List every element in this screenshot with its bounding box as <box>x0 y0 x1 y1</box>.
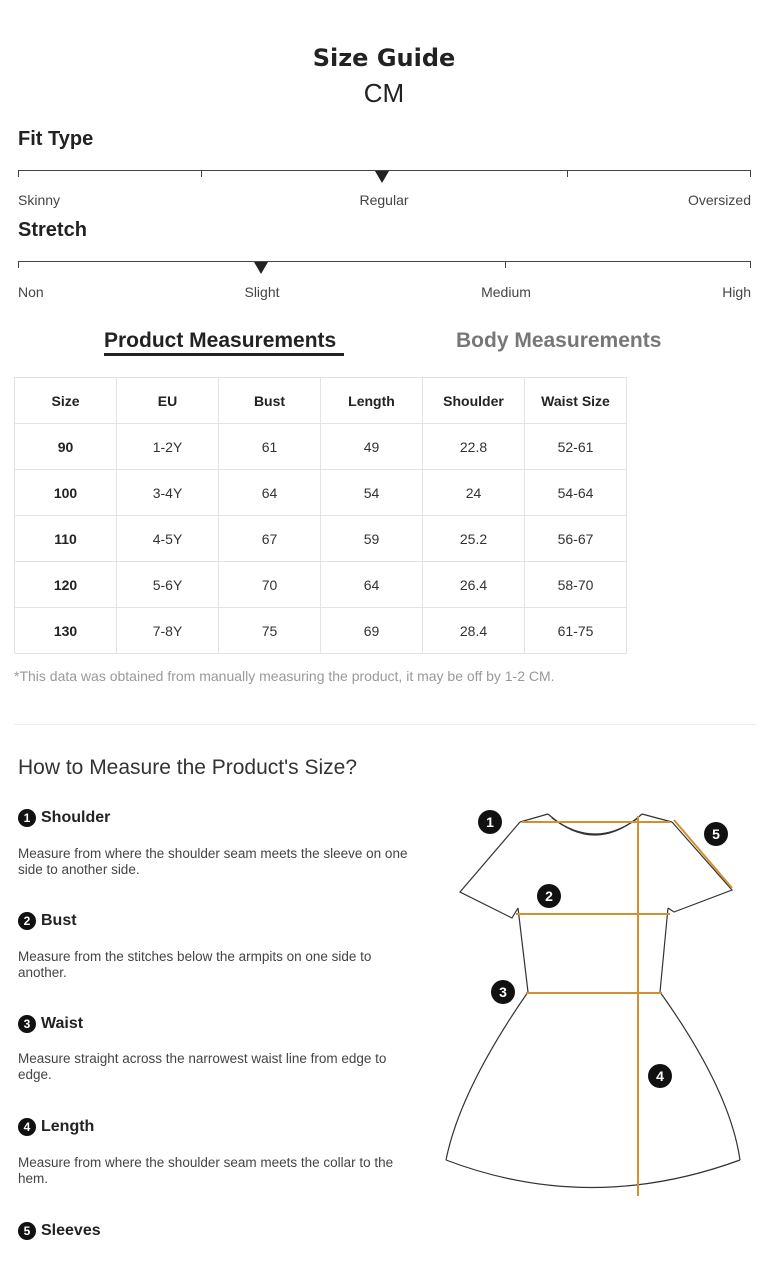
measurement-note: *This data was obtained from manually measuring the product, it may be off by 1-2 CM. <box>14 668 555 684</box>
tab-product-measurements[interactable]: Product Measurements <box>104 329 337 352</box>
table-cell: 26.4 <box>423 562 525 608</box>
marker-label: 4 <box>656 1068 664 1084</box>
table-cell: 49 <box>321 424 423 470</box>
table-cell: 52-61 <box>525 424 627 470</box>
table-cell: 130 <box>15 608 117 654</box>
number-badge-icon: 1 <box>18 809 36 827</box>
marker-label: 1 <box>486 814 494 830</box>
table-cell: 90 <box>15 424 117 470</box>
number-badge-icon: 2 <box>18 912 36 930</box>
step-description: Measure from the stitches below the armpits on one side to another. <box>18 949 372 980</box>
number-badge-icon: 4 <box>18 1118 36 1136</box>
stretch-pointer-icon <box>254 262 268 274</box>
size-table <box>14 377 627 654</box>
stretch-level-high: High <box>722 284 751 300</box>
table-cell: 3-4Y <box>117 470 219 516</box>
step-description: Measure from where the shoulder seam meets the collar to the hem. <box>18 1155 394 1186</box>
table-cell: 7-8Y <box>117 608 219 654</box>
table-cell: 54 <box>321 470 423 516</box>
table-cell: 100 <box>15 470 117 516</box>
step-sleeves <box>18 1222 101 1240</box>
column-header: Length <box>321 378 423 424</box>
table-cell: 75 <box>219 608 321 654</box>
column-header: Shoulder <box>423 378 525 424</box>
step-title: Waist <box>41 1015 84 1032</box>
dress-measurement-diagram <box>440 800 750 1210</box>
table-cell: 67 <box>219 516 321 562</box>
table-row <box>15 608 627 654</box>
stretch-level-non: Non <box>18 284 44 300</box>
step-bust <box>18 912 77 930</box>
step-description: Measure straight across the narrowest waist line from edge to edge. <box>18 1051 387 1082</box>
measure-lines <box>516 816 732 1196</box>
marker-label: 3 <box>499 984 507 1000</box>
table-row <box>15 562 627 608</box>
table-cell: 70 <box>219 562 321 608</box>
number-badge-icon: 5 <box>18 1222 36 1240</box>
stretch-label: Stretch <box>18 219 87 241</box>
step-waist <box>18 1015 83 1033</box>
fit-type-label: Fit Type <box>18 128 94 150</box>
column-header: EU <box>117 378 219 424</box>
how-to-measure-title: How to Measure the Product's Size? <box>18 756 358 779</box>
table-cell: 1-2Y <box>117 424 219 470</box>
table-cell: 64 <box>219 470 321 516</box>
column-header: Waist Size <box>525 378 627 424</box>
marker-3 <box>491 980 515 1004</box>
column-header: Size <box>15 378 117 424</box>
table-cell: 28.4 <box>423 608 525 654</box>
section-divider <box>14 724 756 725</box>
marker-label: 5 <box>712 826 720 842</box>
table-cell: 25.2 <box>423 516 525 562</box>
fit-level-oversized: Oversized <box>687 192 751 208</box>
table-cell: 69 <box>321 608 423 654</box>
table-cell: 59 <box>321 516 423 562</box>
table-cell: 4-5Y <box>117 516 219 562</box>
table-cell: 56-67 <box>525 516 627 562</box>
table-cell: 58-70 <box>525 562 627 608</box>
table-cell: 61-75 <box>525 608 627 654</box>
page-title: Size Guide <box>312 44 456 72</box>
marker-4 <box>648 1064 672 1088</box>
table-cell: 22.8 <box>423 424 525 470</box>
fit-type-pointer-icon <box>375 171 389 183</box>
step-description: Measure from where the shoulder seam meets the sleeve on one side to another side. <box>18 846 408 877</box>
step-title: Shoulder <box>41 809 111 826</box>
unit-label: CM <box>363 78 405 108</box>
table-row <box>15 516 627 562</box>
table-row <box>15 424 627 470</box>
stretch-level-slight: Slight <box>244 284 280 300</box>
table-cell: 64 <box>321 562 423 608</box>
tab-body-measurements[interactable]: Body Measurements <box>456 329 662 352</box>
table-cell: 54-64 <box>525 470 627 516</box>
step-length <box>18 1118 94 1136</box>
fit-level-regular: Regular <box>359 192 409 208</box>
marker-2 <box>537 884 561 908</box>
step-shoulder <box>18 809 110 827</box>
active-tab-underline <box>104 353 344 356</box>
table-cell: 110 <box>15 516 117 562</box>
column-header: Bust <box>219 378 321 424</box>
step-title: Sleeves <box>41 1222 101 1239</box>
dress-outline <box>446 814 740 1188</box>
table-cell: 61 <box>219 424 321 470</box>
number-badge-icon: 3 <box>18 1015 36 1033</box>
table-header-row <box>15 378 627 424</box>
marker-5 <box>704 822 728 846</box>
table-cell: 5-6Y <box>117 562 219 608</box>
table-cell: 24 <box>423 470 525 516</box>
stretch-level-medium: Medium <box>481 284 531 300</box>
step-title: Bust <box>41 912 77 929</box>
marker-label: 2 <box>545 888 553 904</box>
table-row <box>15 470 627 516</box>
fit-level-skinny: Skinny <box>18 192 61 208</box>
table-cell: 120 <box>15 562 117 608</box>
step-title: Length <box>41 1118 95 1135</box>
marker-1 <box>478 810 502 834</box>
